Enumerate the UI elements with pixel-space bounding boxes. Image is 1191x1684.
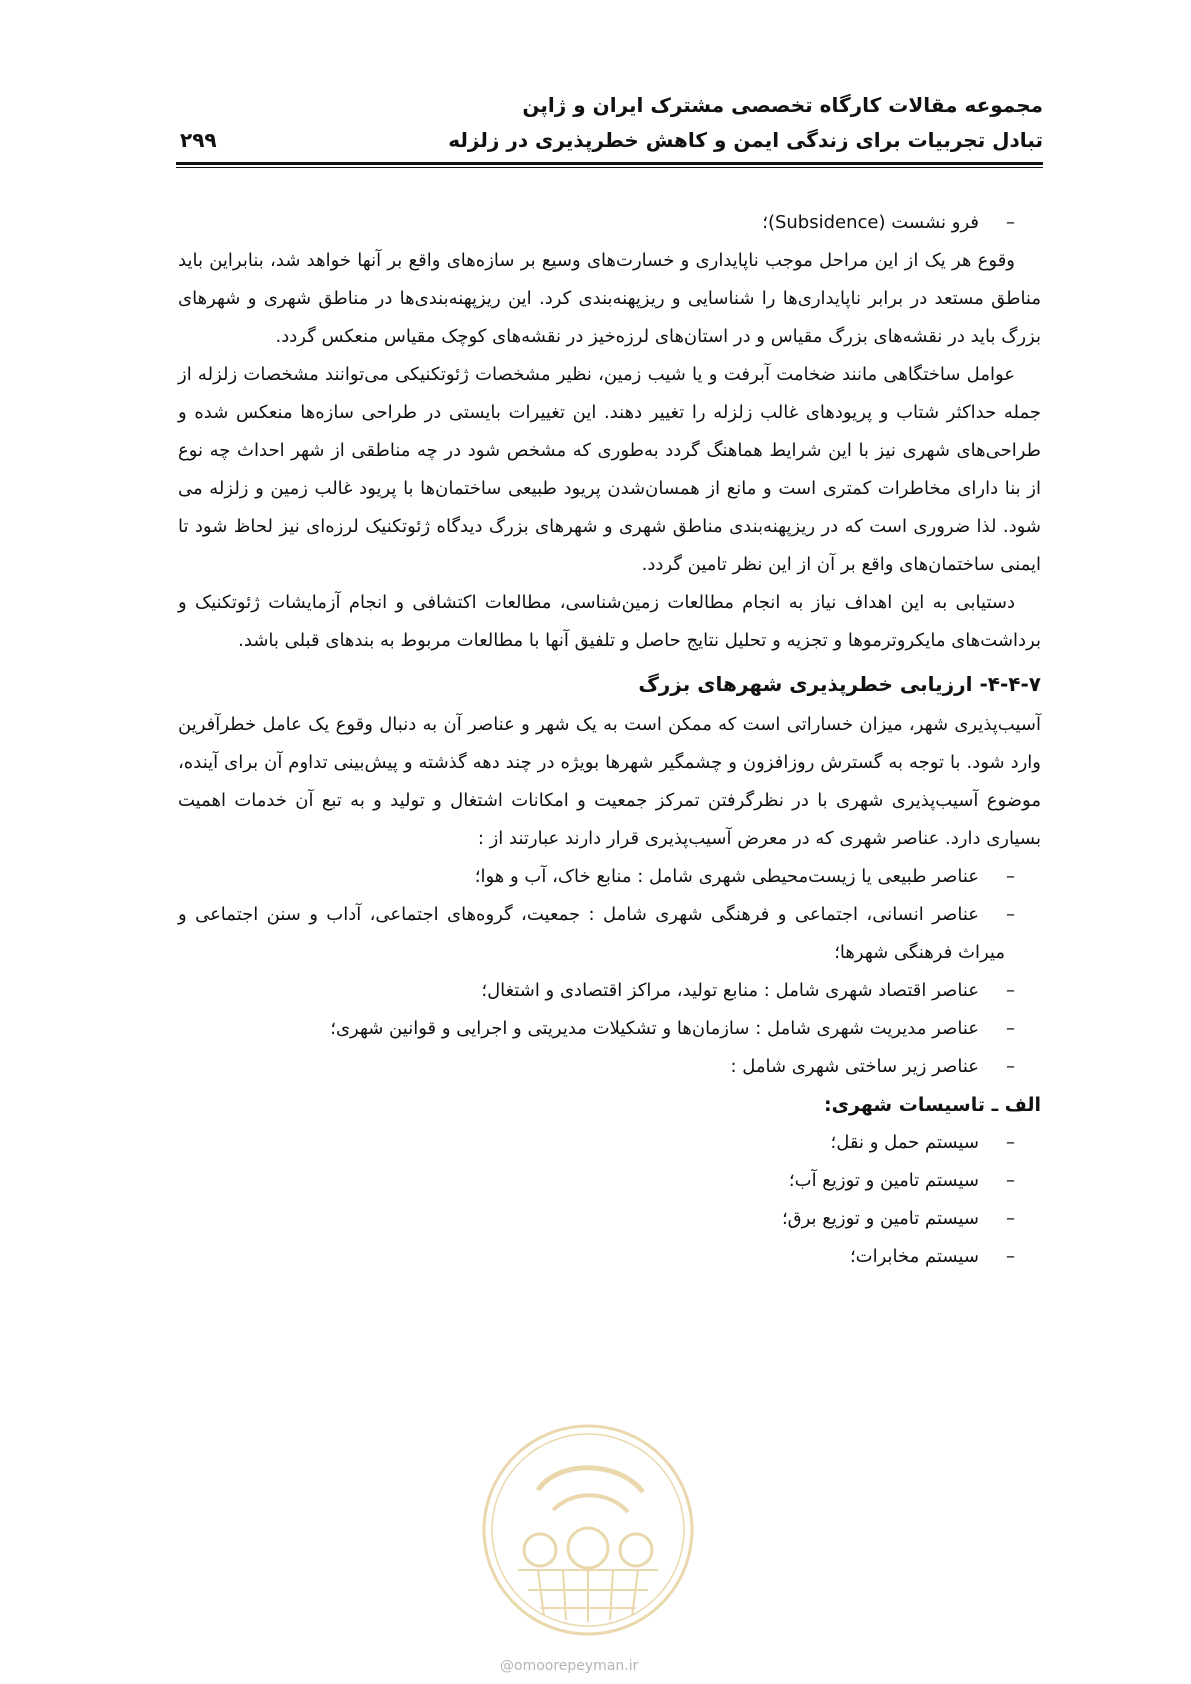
document-body (178, 204, 1041, 1276)
bullet-dash: – (1006, 212, 1015, 233)
list-item (178, 896, 1041, 972)
header-rule-thin (176, 167, 1043, 168)
bullet-dash: – (1006, 1018, 1015, 1039)
list-item-text: عناصر انسانی، اجتماعی و فرهنگی شهری شامل : جمعیت، گروه‌های اجتماعی، آداب و سنن اجتماعی و میراث فرهنگی شهرها؛ (178, 904, 1005, 963)
bullet-dash: – (1006, 1056, 1015, 1077)
bullet-dash: – (1006, 866, 1015, 887)
bullet-dash: – (1006, 980, 1015, 1001)
list-item (178, 972, 1041, 1010)
paragraph-3: دستیابی به این اهداف نیاز به انجام مطالعات زمین‌شناسی، مطالعات اکتشافی و انجام آزمایشات ژئوتکنیک و برداشت‌های مایکروترموها و تجزیه و تحلیل نتایج حاصل و تلفیق آنها با مطالعات مربوط به بندهای قبلی باشد. (178, 592, 1041, 651)
list-item-text: عناصر زیر ساختی شهری شامل : (730, 1056, 979, 1077)
list-item-text: سیستم تامین و توزیع برق؛ (781, 1208, 979, 1229)
list-item (178, 1162, 1041, 1200)
paragraph-1: وقوع هر یک از این مراحل موجب ناپایداری و خسارت‌های وسیع بر سازه‌های واقع بر آنها خواهد شد، بنابراین باید مناطق مستعد در برابر ناپایداری‌ها را شناسایی و ریزپهنه‌بندی کرد. این ریزپهنه‌بندی‌ها در مناطق شهری و شهرهای بزرگ باید در نقشه‌های بزرگ مقیاس و در استان‌های لرزه‌خیز در نقشه‌های کوچک مقیاس منعکس گردد. (178, 250, 1041, 347)
bullet-dash: – (1006, 1132, 1015, 1153)
header-title-line2: تبادل تجربیات برای زندگی ایمن و کاهش خطرپذیری در زلزله (448, 128, 1043, 152)
paragraph-2: عوامل ساختگاهی مانند ضخامت آبرفت و یا شیب زمین، نظیر مشخصات ژئوتکنیکی می‌توانند مشخصات زلزله از جمله حداکثر شتاب و پریودهای غالب زلزله را تغییر دهند. این تغییرات بایستی در طراحی سازه‌ها منعکس شده و طراحی‌های شهری نیز با این شرایط هماهنگ گردد به‌طوری که مشخص شود در چه مناطقی از شهر احداث چه نوع از بنا دارای مخاطرات کمتری است و مانع از همسان‌شدن پریود طبیعی ساختمان‌ها با پریود غالب زمین و زلزله می شود. لذا ضروری است که در ریزپهنه‌بندی مناطق شهری و شهرهای بزرگ دیدگاه ژئوتکنیک لرزه‌ای نیز لحاظ شود تا ایمنی ساختمان‌های واقع بر آن از این نظر تامین گردد. (178, 364, 1041, 575)
list-item (178, 1200, 1041, 1238)
watermark-stamp-icon (478, 1420, 698, 1640)
list-item-text: عناصر اقتصاد شهری شامل : منابع تولید، مراکز اقتصادی و اشتغال؛ (481, 980, 979, 1001)
section-heading: ۴-۴-۷- ارزیابی خطرپذیری شهرهای بزرگ (638, 672, 1041, 696)
list-item (178, 1048, 1041, 1086)
paragraph-4: آسیب‌پذیری شهر، میزان خساراتی است که ممکن است به یک شهر و عناصر آن به دنبال وقوع یک عامل خطرآفرین وارد شود. با توجه به گسترش روزافزون و چشمگیر شهرها بویژه در چند دهه گذشته و پیش‌بینی تداوم آن برای آینده، موضوع آسیب‌پذیری شهری با در نظرگرفتن تمرکز جمعیت و امکانات اشتغال و تولید و به تبع آن خدمات اهمیت بسیاری دارد. عناصر شهری که در معرض آسیب‌پذیری قرار دارند عبارتند از : (178, 714, 1041, 849)
list-item (178, 1238, 1041, 1276)
list-item (178, 858, 1041, 896)
list-item-text: سیستم مخابرات؛ (849, 1246, 979, 1267)
page-number: ۲۹۹ (180, 128, 217, 152)
list-item-text: فرو نشست (Subsidence)؛ (762, 212, 979, 233)
list-item-text: سیستم تامین و توزیع آب؛ (788, 1170, 979, 1191)
header-title-line1: مجموعه مقالات کارگاه تخصصی مشترک ایران و ژاپن (522, 93, 1043, 117)
list-item-text: عناصر طبیعی یا زیست‌محیطی شهری شامل : منابع خاک، آب و هوا؛ (474, 866, 979, 887)
list-item (178, 1124, 1041, 1162)
watermark-url: @omoorepeyman.ir (500, 1658, 639, 1674)
header-rule (176, 162, 1043, 165)
list-item (178, 204, 1041, 242)
list-item (178, 1010, 1041, 1048)
bullet-dash: – (1006, 904, 1015, 925)
list-item-text: عناصر مدیریت شهری شامل : سازمان‌ها و تشکیلات مدیریتی و اجرایی و قوانین شهری؛ (330, 1018, 979, 1039)
bullet-dash: – (1006, 1208, 1015, 1229)
subsection-heading: الف ـ تاسیسات شهری: (824, 1094, 1041, 1116)
bullet-dash: – (1006, 1170, 1015, 1191)
bullet-dash: – (1006, 1246, 1015, 1267)
list-item-text: سیستم حمل و نقل؛ (830, 1132, 979, 1153)
